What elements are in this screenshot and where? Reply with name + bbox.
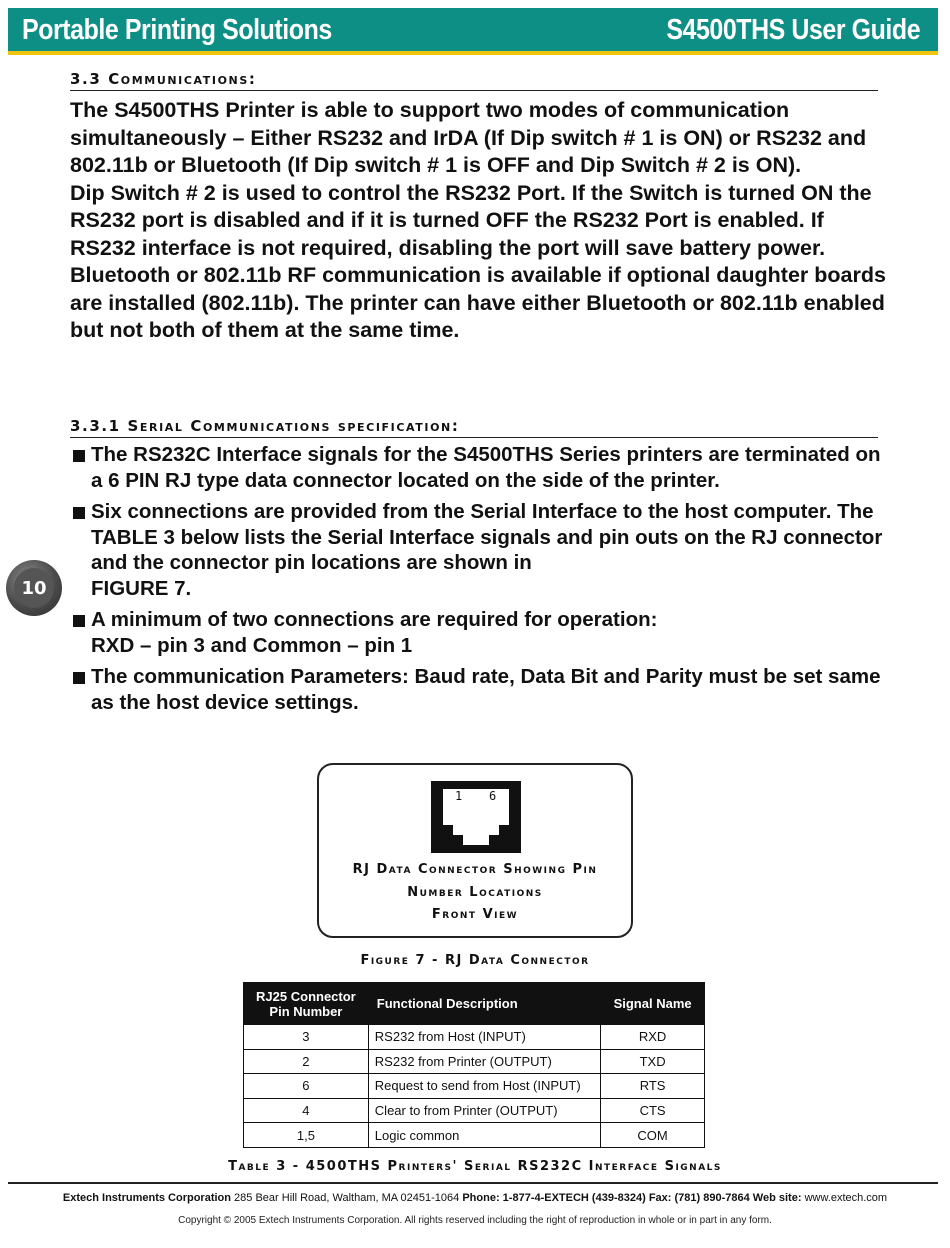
footer-address: 285 Bear Hill Road, Waltham, MA 02451-1064 — [234, 1192, 460, 1204]
figure-inner-caption — [319, 859, 631, 927]
header-accent-line — [8, 51, 938, 55]
footer-web-link[interactable]: www.extech.com — [804, 1192, 888, 1204]
section-heading-communications: 3.3 Communications: — [70, 70, 878, 91]
page-number-badge — [6, 560, 62, 616]
bullet-square-icon — [73, 672, 85, 684]
cell-pin: 4 — [244, 1098, 369, 1123]
figure-rj-connector — [317, 763, 633, 938]
footer-web-label: Web site: — [752, 1192, 802, 1204]
cell-pin: 1,5 — [244, 1123, 369, 1148]
paragraph: Bluetooth or 802.11b RF communication is available if optional daughter boards are installed (802.11b). The printer can have either Bluetooth or 802.11b enabled but not both of them at the same time. — [70, 263, 886, 342]
cell-signal: RTS — [601, 1074, 705, 1099]
figure-title: Figure 7 - RJ Data Connector — [360, 953, 590, 968]
cell-description: RS232 from Host (INPUT) — [368, 1025, 600, 1050]
caption-line: Front View — [431, 907, 519, 922]
caption-line: Number Locations — [407, 884, 543, 900]
list-item — [70, 499, 890, 601]
table-header-row — [244, 983, 705, 1025]
column-header-description: Functional Description — [368, 983, 600, 1025]
bullet-list — [70, 442, 890, 721]
header-right-title: S4500THS User Guide — [666, 13, 920, 46]
bullet-text: Six connections are provided from the Serial Interface to the host computer. The TABLE 3 below lists the Serial Interface signals and pin outs on the RJ connector and the connector pin locations are shown in FIGURE 7. — [91, 500, 883, 600]
table-row — [244, 1074, 705, 1099]
header-left-title: Portable Printing Solutions — [22, 13, 332, 46]
page-number: 10 — [14, 568, 54, 608]
bullet-square-icon — [73, 615, 85, 627]
table-caption: Table 3 - 4500THS Printers' Serial RS232C Interface Signals — [228, 1159, 722, 1174]
pin-label-6: 6 — [489, 789, 497, 803]
footer-fax: (781) 890-7864 — [674, 1192, 750, 1204]
column-header-pin: RJ25 Connector Pin Number — [244, 983, 369, 1025]
paragraph: The S4500THS Printer is able to support two modes of communication simultaneously – Either RS232 and IrDA (If Dip switch # 1 is ON) or RS232 and 802.11b or Bluetooth (If Dip switch # 1 is OFF and Dip Switch # 2 is ON). — [70, 98, 867, 177]
footer-phone: 1-877-4-EXTECH (439-8324) — [502, 1192, 646, 1204]
footer-fax-label: Fax: — [648, 1192, 672, 1204]
page-header — [8, 8, 938, 52]
bullet-square-icon — [73, 450, 85, 462]
bullet-text: The communication Parameters: Baud rate, Data Bit and Parity must be set same as the host device settings. — [91, 665, 881, 714]
bullet-text: A minimum of two connections are required for operation: RXD – pin 3 and Common – pin 1 — [91, 608, 658, 657]
cell-pin: 2 — [244, 1049, 369, 1074]
cell-pin: 3 — [244, 1025, 369, 1050]
cell-signal: CTS — [601, 1098, 705, 1123]
pin-label-1: 1 — [455, 789, 463, 803]
table-row — [244, 1123, 705, 1148]
bullet-square-icon — [73, 507, 85, 519]
cell-description: Logic common — [368, 1123, 600, 1148]
bullet-text: The RS232C Interface signals for the S4500THS Series printers are terminated on a 6 PIN RJ type data connector located on the side of the printer. — [91, 443, 881, 492]
paragraph: Dip Switch # 2 is used to control the RS232 Port. If the Switch is turned ON the RS232 port is disabled and if it is turned OFF the RS232 Port is enabled. If RS232 interface is not required, disabling the port will save battery power. — [70, 180, 872, 260]
cell-description: Request to send from Host (INPUT) — [368, 1074, 600, 1099]
cell-pin: 6 — [244, 1074, 369, 1099]
cell-signal: TXD — [601, 1049, 705, 1074]
footer-company: Extech Instruments Corporation — [62, 1192, 231, 1204]
table-row — [244, 1049, 705, 1074]
signals-table — [243, 982, 705, 1148]
list-item — [70, 607, 890, 658]
footer-copyright: Copyright © 2005 Extech Instruments Corporation. All rights reserved including the right of reproduction in whole or in part in any form. — [178, 1215, 772, 1226]
cell-description: RS232 from Printer (OUTPUT) — [368, 1049, 600, 1074]
list-item — [70, 442, 890, 493]
cell-signal: COM — [601, 1123, 705, 1148]
rj-connector-diagram — [431, 781, 521, 853]
communications-body — [70, 97, 890, 345]
table-row — [244, 1098, 705, 1123]
footer-contact — [0, 1192, 950, 1204]
section-heading-serial-spec: 3.3.1 Serial Communications specification: — [70, 417, 878, 438]
cell-signal: RXD — [601, 1025, 705, 1050]
cell-description: Clear to from Printer (OUTPUT) — [368, 1098, 600, 1123]
footer-divider — [8, 1182, 938, 1184]
table-row — [244, 1025, 705, 1050]
list-item — [70, 664, 890, 715]
footer-phone-label: Phone: — [462, 1192, 500, 1204]
caption-line: RJ Data Connector Showing Pin — [352, 862, 598, 877]
column-header-signal: Signal Name — [601, 983, 705, 1025]
